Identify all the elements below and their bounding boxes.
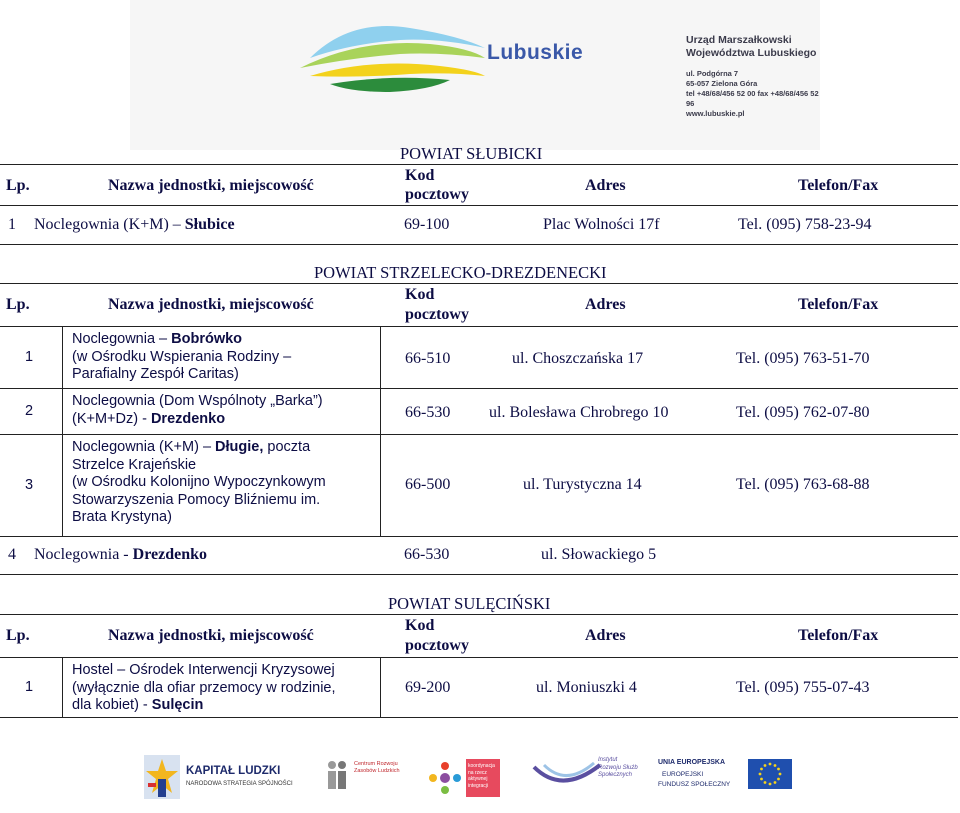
col-telefon: Telefon/Fax (798, 627, 879, 644)
row-kod: 66-530 (405, 404, 451, 421)
row-adres: ul. Słowackiego 5 (541, 546, 657, 563)
section1-title: POWIAT SŁUBICKI (400, 144, 543, 163)
table-row (0, 657, 958, 717)
row-adres: ul. Turystyczna 14 (523, 476, 642, 493)
row-kod: 69-100 (404, 216, 450, 233)
table-row (0, 388, 958, 435)
kapital-ludzki-logo (142, 753, 302, 803)
col-adres: Adres (585, 177, 626, 194)
row-kod: 66-510 (405, 350, 451, 367)
col-lp: Lp. (6, 296, 30, 313)
col-kod: Kod (405, 617, 435, 634)
irss-text: Instytut Rozwoju Służb Społecznych (598, 757, 638, 778)
row-lp: 3 (25, 477, 34, 493)
col-kod-2: pocztowy (405, 637, 469, 654)
row-name: Hostel – Ośrodek Interwencji Kryzysowej (wyłącznie dla ofiar przemocy w rodzinie, dla kobiet) - Sulęcin (72, 662, 336, 713)
org-name-line1: Urząd Marszałkowski (686, 34, 792, 46)
footer-logos (130, 745, 830, 813)
table-row (0, 434, 958, 537)
col-adres: Adres (585, 627, 626, 644)
col-lp: Lp. (6, 627, 30, 644)
kic-icon (428, 761, 462, 795)
col-kod: Kod (405, 167, 435, 184)
row-kod: 69-200 (405, 679, 451, 696)
org-website: www.lubuskie.pl (686, 109, 745, 118)
eu-flag-icon (748, 759, 792, 789)
col-kod-2: pocztowy (405, 306, 469, 323)
row-lp: 1 (8, 216, 16, 233)
section3-table (0, 614, 958, 718)
col-telefon: Telefon/Fax (798, 296, 879, 313)
lubuskie-logo-swoosh (290, 18, 485, 98)
row-name: Noclegownia (Dom Wspólnoty „Barka”) (K+M+Dz) - Drezdenko (72, 393, 323, 427)
row-kod: 66-530 (404, 546, 450, 563)
kic-logo (428, 755, 528, 801)
kapital-ludzki-icon (142, 753, 182, 801)
row-tel: Tel. (095) 763-51-70 (736, 350, 870, 367)
kl-title: KAPITAŁ LUDZKI (186, 765, 281, 777)
org-address2: 65-057 Zielona Góra (686, 79, 758, 88)
section2-title: POWIAT STRZELECKO-DREZDENECKI (314, 263, 607, 282)
eu-line2: EUROPEJSKI (662, 771, 704, 778)
row-tel: Tel. (095) 758-23-94 (738, 216, 872, 233)
row-name: Noclegownia (K+M) – Długie, poczta Strzelce Krajeńskie (w Ośrodku Kolonijno Wypoczynkowym Stowarzyszenia Pomocy Bliźniemu im. Brata Krystyna) (72, 439, 326, 525)
row-lp: 1 (25, 349, 34, 365)
irss-logo (532, 753, 642, 803)
row-tel: Tel. (095) 755-07-43 (736, 679, 870, 696)
kic-text: koordynacja na rzecz aktywnej integracji (468, 763, 495, 789)
row-tel: Tel. (095) 762-07-80 (736, 404, 870, 421)
row-adres: ul. Choszczańska 17 (512, 350, 644, 367)
crzl-icon (322, 757, 352, 793)
col-adres: Adres (585, 296, 626, 313)
org-info (686, 34, 820, 119)
row-lp: 2 (25, 403, 34, 419)
org-address1: ul. Podgórna 7 (686, 69, 739, 78)
eu-line1: UNIA EUROPEJSKA (658, 759, 726, 766)
col-kod: Kod (405, 286, 435, 303)
table-row (0, 536, 958, 574)
eu-logo (658, 753, 798, 803)
row-adres: Plac Wolności 17f (543, 216, 660, 233)
row-lp: 4 (8, 546, 16, 563)
table-row (0, 326, 958, 389)
lubuskie-logo-text: Lubuskie (487, 41, 584, 64)
org-phone: tel +48/68/456 52 00 fax +48/68/456 52 96 (686, 89, 819, 108)
col-kod-2: pocztowy (405, 186, 469, 203)
row-kod: 66-500 (405, 476, 451, 493)
col-lp: Lp. (6, 177, 30, 194)
col-telefon: Telefon/Fax (798, 177, 879, 194)
col-name: Nazwa jednostki, miejscowość (108, 177, 314, 194)
row-adres: ul. Bolesława Chrobrego 10 (489, 404, 669, 421)
table-header-row (0, 615, 958, 657)
col-name: Nazwa jednostki, miejscowość (108, 296, 314, 313)
kl-subtitle: NARODOWA STRATEGIA SPÓJNOŚCI (186, 781, 293, 787)
row-adres: ul. Moniuszki 4 (536, 679, 637, 696)
row-name: Noclegownia (K+M) – Słubice (34, 216, 235, 233)
row-tel: Tel. (095) 763-68-88 (736, 476, 870, 493)
org-name-line2: Województwa Lubuskiego (686, 47, 817, 59)
row-name: Noclegownia - Drezdenko (34, 546, 208, 563)
header-banner (130, 0, 820, 150)
table-row (0, 205, 958, 244)
row-name: Noclegownia – Bobrówko (w Ośrodku Wspierania Rodziny – Parafialny Zespół Caritas) (72, 331, 292, 382)
irss-swoosh-icon (532, 761, 602, 795)
eu-line3: FUNDUSZ SPOŁECZNY (658, 781, 731, 788)
section3-title: POWIAT SULĘCIŃSKI (388, 594, 551, 613)
crzl-text: Centrum Rozwoju Zasobów Ludzkich (354, 761, 400, 774)
section2-table (0, 283, 958, 575)
table-header-row (0, 284, 958, 326)
crzl-logo (322, 757, 402, 801)
col-name: Nazwa jednostki, miejscowość (108, 627, 314, 644)
table-header-row (0, 165, 958, 205)
section1-table (0, 164, 958, 245)
row-lp: 1 (25, 679, 34, 695)
